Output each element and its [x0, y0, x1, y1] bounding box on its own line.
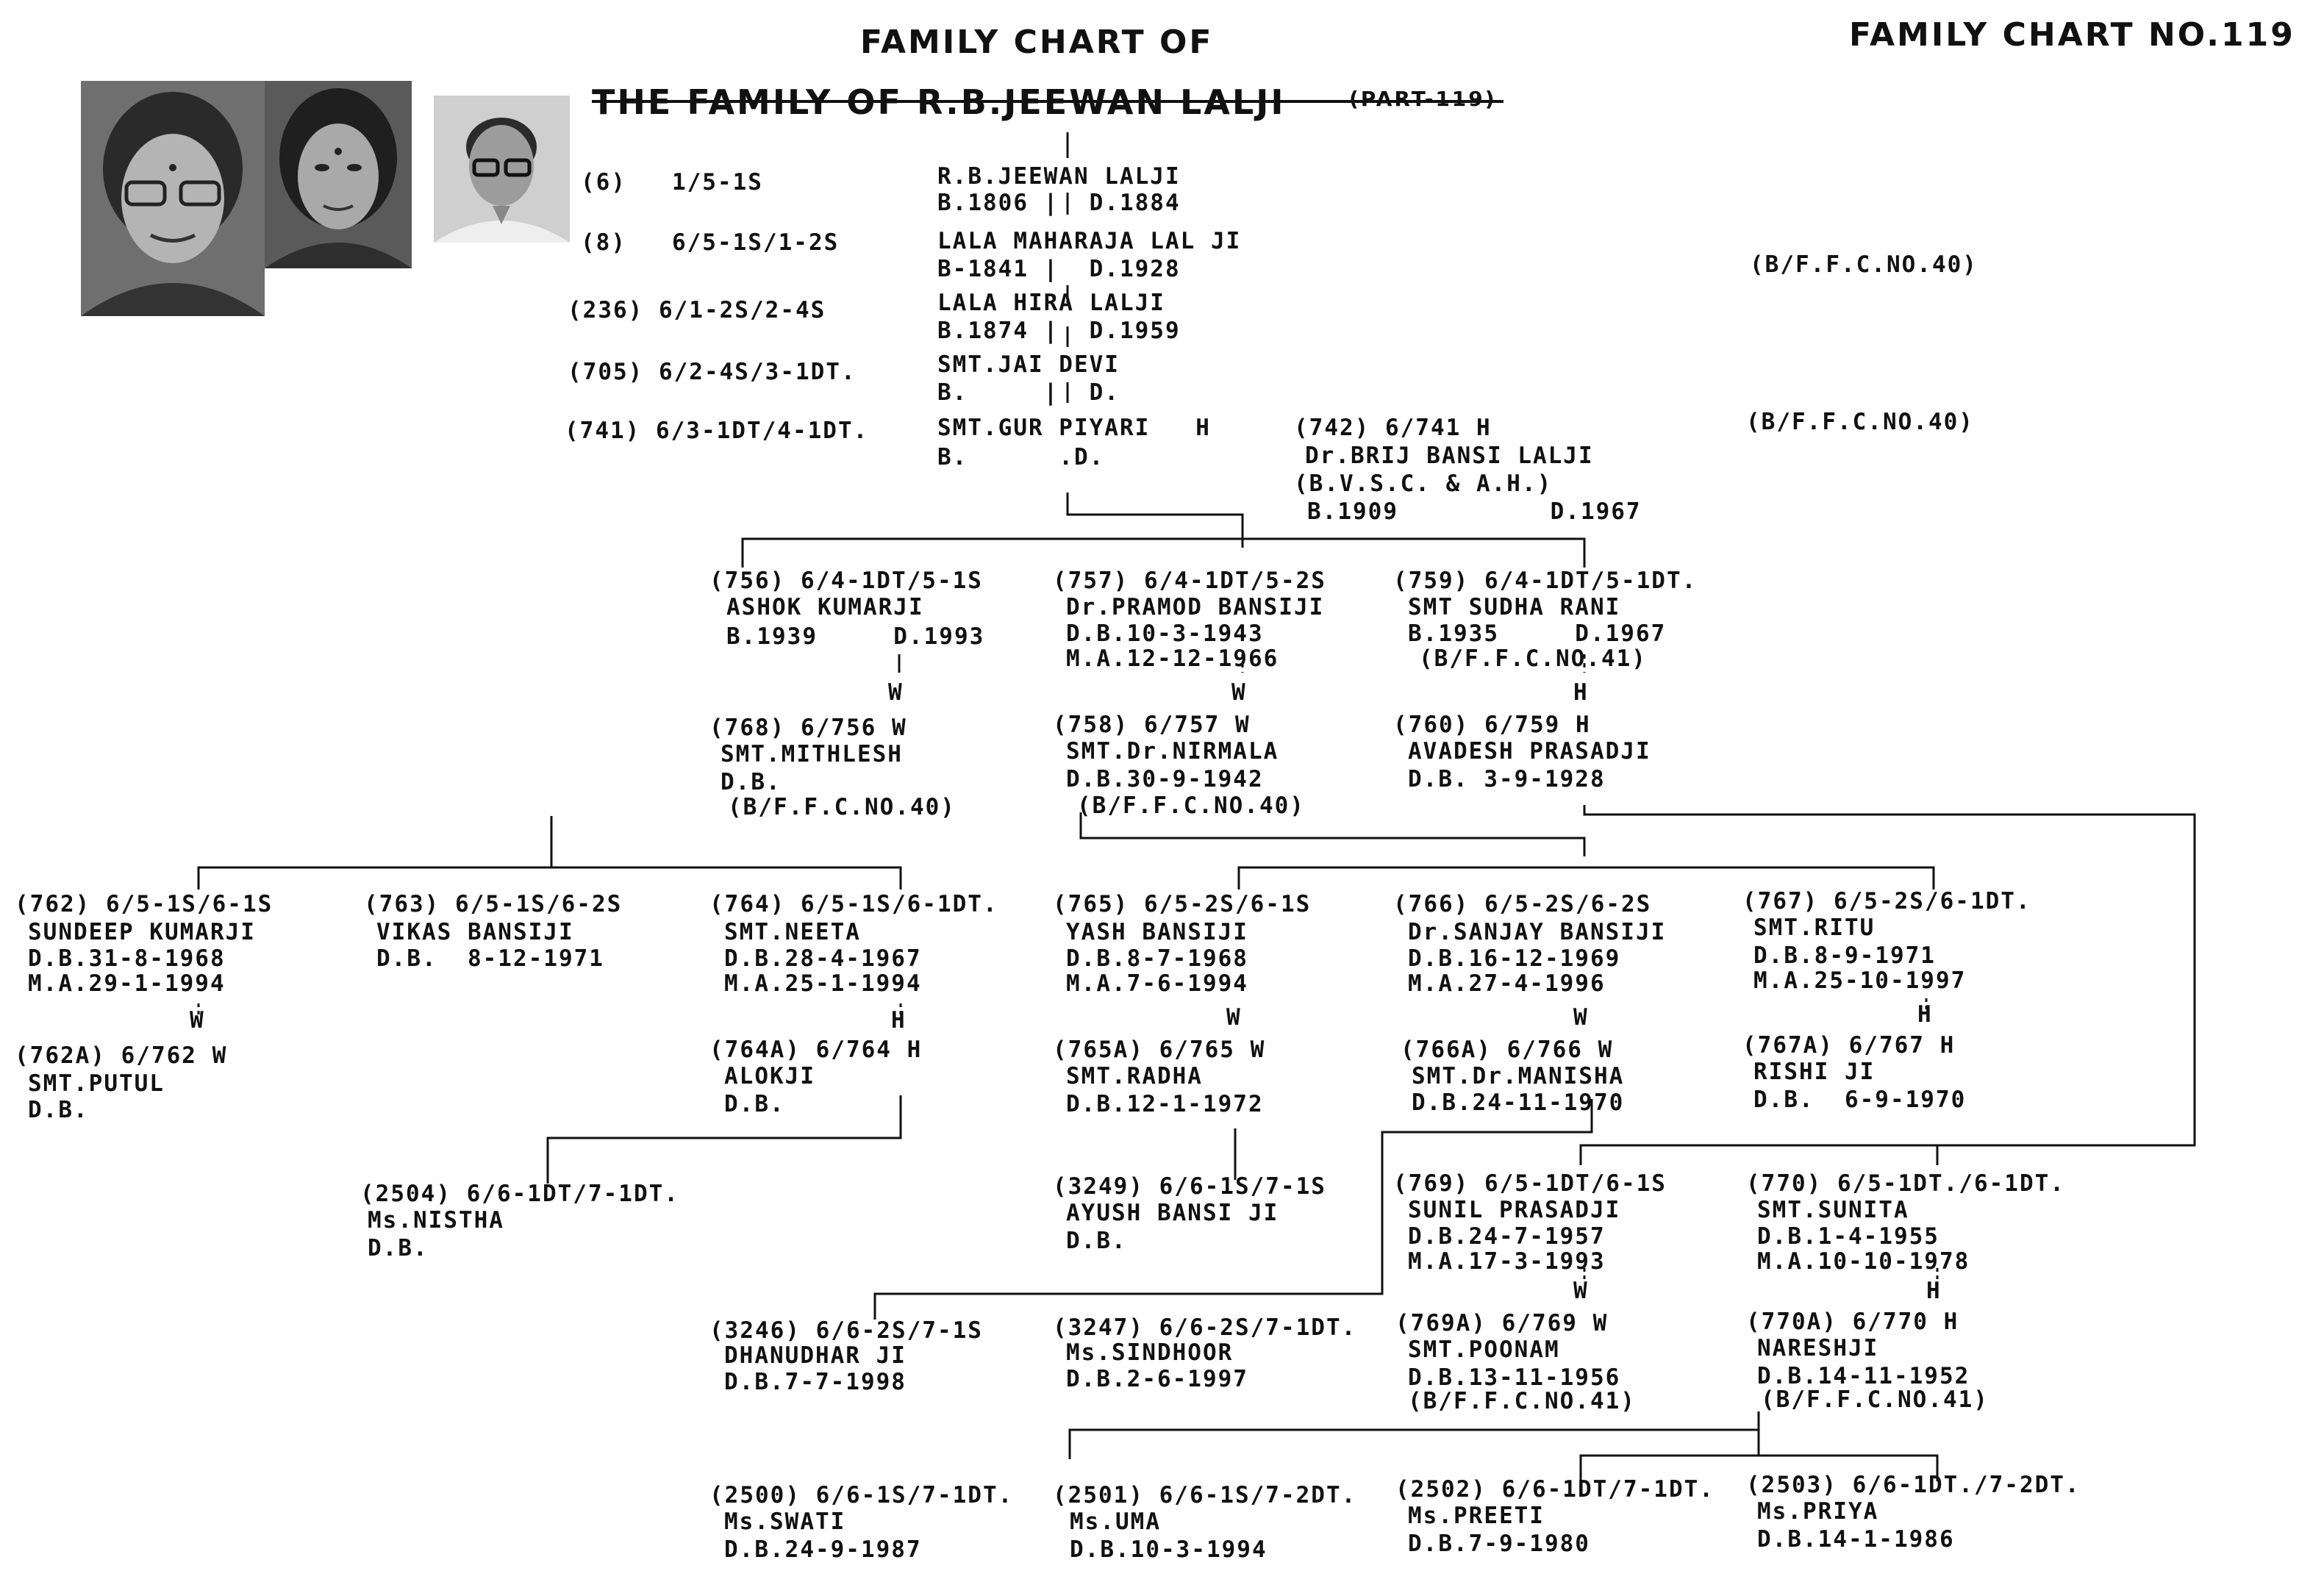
chart-title-line1: FAMILY CHART OF	[860, 24, 1214, 61]
gen5-spouse-code: (760) 6/759 H	[1393, 712, 1591, 738]
gen7-date: D.B.7-7-1998	[724, 1369, 907, 1395]
spouse-mark: W	[888, 679, 904, 706]
gen7-date: D.B.	[368, 1235, 429, 1261]
gen6-spouse-code: (764A) 6/764 H	[709, 1037, 923, 1063]
gen6-spouse-code: (762A) 6/762 W	[15, 1042, 228, 1069]
gen7-name: Ms.SWATI	[724, 1508, 846, 1535]
lineage-code: (236) 6/1-2S/2-4S	[568, 297, 826, 323]
gen6-name: SUNDEEP KUMARJI	[28, 919, 256, 945]
spouse-mark: W	[190, 1007, 205, 1034]
lineage-dates: B. | D.	[937, 379, 1120, 406]
gen6-marriage: M.A.25-10-1997	[1753, 967, 1967, 994]
gen6-code: (767) 6/5-2S/6-1DT.	[1742, 888, 2031, 915]
gen5-date: D.B.10-3-1943	[1066, 620, 1264, 647]
gen6-date: D.B.8-9-1971	[1753, 942, 1936, 969]
gen6-spouse-name: RISHI JI	[1753, 1059, 1876, 1085]
gen7-code: (2500) 6/6-1S/7-1DT.	[709, 1482, 1014, 1508]
gen6-name: SMT.NEETA	[724, 919, 861, 945]
lineage-dates: B-1841 | D.1928	[937, 256, 1181, 282]
gen5-date: B.1935 D.1967	[1408, 620, 1667, 647]
gen5-spouse-name: SMT.MITHLESH	[721, 741, 903, 767]
lineage-reference: (B/F.F.C.NO.40)	[1746, 409, 1974, 435]
gen6-code: (765) 6/5-2S/6-1S	[1053, 891, 1312, 917]
chart-title-line2: THE FAMILY OF R.B.JEEWAN LALJI	[592, 82, 1286, 122]
gen7-date: D.B.7-9-1980	[1408, 1531, 1590, 1557]
gen6-spouse-code: (766A) 6/766 W	[1401, 1037, 1614, 1063]
spouse-mark: W	[1231, 679, 1247, 706]
gen5-name: SMT SUDHA RANI	[1408, 594, 1621, 620]
lineage-name: R.B.JEEWAN LALJI	[937, 163, 1181, 190]
lineage-code: (741) 6/3-1DT/4-1DT.	[565, 418, 869, 444]
gen7-code: (3246) 6/6-2S/7-1S	[709, 1317, 983, 1344]
gen6b-code: (769) 6/5-1DT/6-1S	[1393, 1170, 1667, 1197]
gen6-spouse-name: SMT.RADHA	[1066, 1063, 1203, 1089]
gen5-spouse-name: SMT.Dr.NIRMALA	[1066, 738, 1279, 765]
gen7-name: AYUSH BANSI JI	[1066, 1200, 1279, 1226]
gen7-date: D.B.	[1066, 1228, 1127, 1254]
gen5-name: Dr.PRAMOD BANSIJI	[1066, 594, 1325, 620]
gen5-spouse-reference: (B/F.F.C.NO.40)	[728, 794, 956, 820]
gen6-spouse-date: D.B.	[28, 1097, 89, 1123]
gen6-code: (766) 6/5-2S/6-2S	[1393, 891, 1652, 917]
gen5-spouse-code: (758) 6/757 W	[1053, 712, 1251, 738]
gen6-name: YASH BANSIJI	[1066, 919, 1248, 945]
gen7-code: (3249) 6/6-1S/7-1S	[1053, 1173, 1326, 1200]
gen6-marriage: M.A.25-1-1994	[724, 970, 922, 997]
gen5-spouse-reference: (B/F.F.C.NO.40)	[1077, 792, 1305, 819]
gen6-date: D.B.28-4-1967	[724, 945, 922, 972]
gen5-code: (757) 6/4-1DT/5-2S	[1053, 568, 1326, 594]
gen6b-spouse-name: SMT.POONAM	[1408, 1336, 1560, 1363]
husband-degree: (B.V.S.C. & A.H.)	[1294, 470, 1553, 497]
gen7-code: (2503) 6/6-1DT./7-2DT.	[1746, 1472, 2081, 1498]
gen5-spouse-code: (768) 6/756 W	[709, 715, 907, 741]
gen7-code: (2502) 6/6-1DT/7-1DT.	[1395, 1476, 1715, 1503]
husband-name: Dr.BRIJ BANSI LALJI	[1305, 443, 1594, 469]
lineage-code: (6) 1/5-1S	[581, 169, 763, 196]
gen5-reference: (B/F.F.C.NO.41)	[1419, 645, 1647, 672]
gen5-code: (759) 6/4-1DT/5-1DT.	[1393, 568, 1698, 594]
gen6-name: Dr.SANJAY BANSIJI	[1408, 919, 1667, 945]
gen7-date: D.B.24-9-1987	[724, 1536, 922, 1563]
gen6b-spouse-reference: (B/F.F.C.NO.41)	[1408, 1388, 1636, 1414]
spouse-mark: W	[1573, 1278, 1589, 1304]
gen6-spouse-date: D.B.24-11-1970	[1412, 1089, 1625, 1116]
lineage-dates: B.1874 | D.1959	[937, 318, 1181, 344]
lineage-name: SMT.GUR PIYARI H	[937, 415, 1211, 441]
spouse-mark: H	[1926, 1278, 1942, 1304]
chart-title-part: (PART-119)	[1349, 87, 1497, 111]
gen6b-name: SMT.SUNITA	[1757, 1197, 1909, 1223]
gen6-spouse-date: D.B.	[724, 1091, 785, 1117]
gen6-code: (764) 6/5-1S/6-1DT.	[709, 891, 998, 917]
gen6-spouse-date: D.B. 6-9-1970	[1753, 1087, 1967, 1113]
lineage-code: (705) 6/2-4S/3-1DT.	[568, 359, 857, 385]
gen7-code: (2504) 6/6-1DT/7-1DT.	[360, 1181, 679, 1207]
lineage-name: LALA MAHARAJA LAL JI	[937, 228, 1242, 254]
gen6-spouse-name: SMT.PUTUL	[28, 1070, 165, 1097]
gen5-date: B.1939 D.1993	[726, 623, 985, 650]
gen6b-spouse-name: NARESHJI	[1757, 1335, 1879, 1361]
gen7-name: Ms.UMA	[1070, 1508, 1161, 1535]
gen5-code: (756) 6/4-1DT/5-1S	[709, 568, 983, 594]
gen6b-name: SUNIL PRASADJI	[1408, 1197, 1621, 1223]
gen7-date: D.B.2-6-1997	[1066, 1366, 1248, 1392]
gen6-marriage: M.A.29-1-1994	[28, 970, 226, 997]
gen6-spouse-code: (767A) 6/767 H	[1742, 1032, 1956, 1059]
gen6-marriage: M.A.7-6-1994	[1066, 970, 1248, 997]
gen6-spouse-code: (765A) 6/765 W	[1053, 1037, 1266, 1063]
gen6-name: VIKAS BANSIJI	[376, 919, 574, 945]
lineage-name: LALA HIRA LALJI	[937, 290, 1165, 316]
spouse-mark: W	[1226, 1004, 1242, 1031]
gen7-name: Ms.NISTHA	[368, 1207, 504, 1234]
spouse-mark: W	[1573, 1004, 1589, 1031]
gen6-date: D.B. 8-12-1971	[376, 945, 604, 972]
gen6b-spouse-code: (769A) 6/769 W	[1395, 1310, 1609, 1336]
gen6-spouse-name: ALOKJI	[724, 1063, 815, 1089]
gen5-marriage: M.A.12-12-1966	[1066, 645, 1279, 672]
lineage-name: SMT.JAI DEVI	[937, 351, 1120, 378]
gen6-spouse-date: D.B.12-1-1972	[1066, 1091, 1264, 1117]
spouse-mark: H	[1917, 1001, 1933, 1028]
gen7-code: (3247) 6/6-2S/7-1DT.	[1053, 1314, 1357, 1341]
gen6b-spouse-reference: (B/F.F.C.NO.41)	[1761, 1386, 1989, 1413]
gen6-name: SMT.RITU	[1753, 915, 1876, 941]
gen6b-marriage: M.A.10-10-1978	[1757, 1248, 1970, 1275]
gen5-name: ASHOK KUMARJI	[726, 594, 924, 620]
gen7-name: DHANUDHAR JI	[724, 1342, 907, 1369]
gen7-name: Ms.SINDHOOR	[1066, 1339, 1234, 1366]
gen6b-code: (770) 6/5-1DT./6-1DT.	[1746, 1170, 2065, 1197]
gen5-spouse-date: D.B. 3-9-1928	[1408, 766, 1606, 792]
husband-dates: B.1909 D.1967	[1307, 498, 1642, 525]
gen5-spouse-name: AVADESH PRASADJI	[1408, 738, 1651, 765]
gen6-date: D.B.31-8-1968	[28, 945, 226, 972]
chart-number: FAMILY CHART NO.119	[1849, 16, 2295, 54]
gen7-name: Ms.PREETI	[1408, 1503, 1545, 1529]
gen6b-spouse-date: D.B.13-11-1956	[1408, 1364, 1621, 1391]
gen6-spouse-name: SMT.Dr.MANISHA	[1412, 1063, 1625, 1089]
gen5-spouse-date: D.B.	[721, 769, 782, 795]
lineage-code: (8) 6/5-1S/1-2S	[581, 229, 840, 256]
gen6b-spouse-code: (770A) 6/770 H	[1746, 1309, 1959, 1335]
gen6b-date: D.B.1-4-1955	[1757, 1223, 1939, 1250]
gen6-date: D.B.16-12-1969	[1408, 945, 1621, 972]
gen6-code: (762) 6/5-1S/6-1S	[15, 891, 273, 917]
husband-code: (742) 6/741 H	[1294, 415, 1492, 441]
gen7-code: (2501) 6/6-1S/7-2DT.	[1053, 1482, 1357, 1508]
spouse-mark: H	[1573, 679, 1589, 706]
gen6-code: (763) 6/5-1S/6-2S	[364, 891, 623, 917]
gen7-date: D.B.14-1-1986	[1757, 1526, 1955, 1553]
gen5-spouse-date: D.B.30-9-1942	[1066, 766, 1264, 792]
lineage-dates: B. .D.	[937, 444, 1105, 470]
gen6b-spouse-date: D.B.14-11-1952	[1757, 1363, 1970, 1389]
gen7-name: Ms.PRIYA	[1757, 1498, 1879, 1525]
lineage-dates: B.1806 | D.1884	[937, 190, 1181, 216]
spouse-mark: H	[891, 1007, 907, 1034]
gen6-marriage: M.A.27-4-1996	[1408, 970, 1606, 997]
gen7-date: D.B.10-3-1994	[1070, 1536, 1268, 1563]
lineage-reference: (B/F.F.C.NO.40)	[1750, 251, 1978, 278]
gen6b-date: D.B.24-7-1957	[1408, 1223, 1606, 1250]
gen6-date: D.B.8-7-1968	[1066, 945, 1248, 972]
gen6b-marriage: M.A.17-3-1993	[1408, 1248, 1606, 1275]
